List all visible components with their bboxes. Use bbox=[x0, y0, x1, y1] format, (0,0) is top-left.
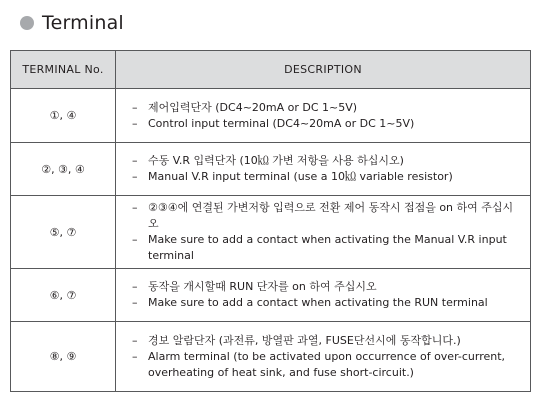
terminal-no-cell: ⑧, ⑨ bbox=[11, 322, 116, 392]
description-line bbox=[132, 232, 522, 264]
dash-marker: – bbox=[132, 100, 138, 114]
dash-marker: – bbox=[132, 349, 138, 363]
dash-marker: – bbox=[132, 201, 138, 214]
description-text: 경보 알람단자 (과전류, 방열판 과열, FUSE단선시에 동작합니다.) bbox=[148, 333, 461, 347]
description-line bbox=[132, 349, 522, 381]
terminal-no-cell: ①, ④ bbox=[11, 89, 116, 143]
description-cell bbox=[116, 269, 531, 322]
description-line bbox=[132, 116, 522, 132]
table-row bbox=[11, 269, 531, 322]
table-row bbox=[11, 196, 531, 269]
table-row bbox=[11, 89, 531, 143]
terminal-table bbox=[10, 50, 531, 392]
description-line bbox=[132, 295, 522, 311]
dash-marker: – bbox=[132, 296, 138, 309]
description-text: 제어입력단자 (DC4~20mA or DC 1~5V) bbox=[148, 100, 358, 114]
header-terminal-no: TERMINAL No. bbox=[11, 51, 116, 89]
dash-marker: – bbox=[132, 333, 138, 347]
dash-marker: – bbox=[132, 280, 138, 293]
description-line bbox=[132, 153, 522, 169]
description-text: Make sure to add a contact when activating the RUN terminal bbox=[148, 296, 488, 309]
description-text: Make sure to add a contact when activating the Manual V.R input terminal bbox=[148, 233, 507, 262]
description-line bbox=[132, 100, 522, 116]
description-text: 수동 V.R 입력단자 (10㏀ 가변 저항을 사용 하십시오) bbox=[148, 154, 404, 167]
description-line bbox=[132, 169, 522, 185]
dash-marker: – bbox=[132, 233, 138, 246]
description-text: 동작을 개시할때 RUN 단자를 on 하여 주십시오 bbox=[148, 280, 377, 293]
terminal-no-cell: ⑥, ⑦ bbox=[11, 269, 116, 322]
description-cell bbox=[116, 196, 531, 269]
dash-marker: – bbox=[132, 154, 138, 167]
description-cell bbox=[116, 143, 531, 196]
description-cell bbox=[116, 89, 531, 143]
dash-marker: – bbox=[132, 170, 138, 183]
circle-bullet-icon bbox=[20, 16, 34, 30]
description-line bbox=[132, 279, 522, 295]
description-text: Alarm terminal (to be activated upon occurrence of over-current, overheating of heat sink, and fuse short-circuit.) bbox=[148, 349, 506, 379]
description-text: Control input terminal (DC4~20mA or DC 1~5V) bbox=[148, 116, 415, 130]
description-text: Manual V.R input terminal (use a 10㏀ variable resistor) bbox=[148, 170, 453, 183]
section-title: Terminal bbox=[42, 12, 124, 34]
description-text: ②③④에 연결된 가변저항 입력으로 전환 제어 동작시 접점을 on 하여 주십시오 bbox=[148, 201, 514, 230]
dash-marker: – bbox=[132, 116, 138, 130]
section-heading bbox=[20, 10, 124, 36]
description-line bbox=[132, 333, 522, 349]
description-cell bbox=[116, 322, 531, 392]
terminal-no-cell: ⑤, ⑦ bbox=[11, 196, 116, 269]
table-header-row bbox=[11, 51, 531, 89]
description-line bbox=[132, 200, 522, 232]
terminal-no-cell: ②, ③, ④ bbox=[11, 143, 116, 196]
header-description: DESCRIPTION bbox=[116, 51, 531, 89]
table-row bbox=[11, 143, 531, 196]
table-row bbox=[11, 322, 531, 392]
